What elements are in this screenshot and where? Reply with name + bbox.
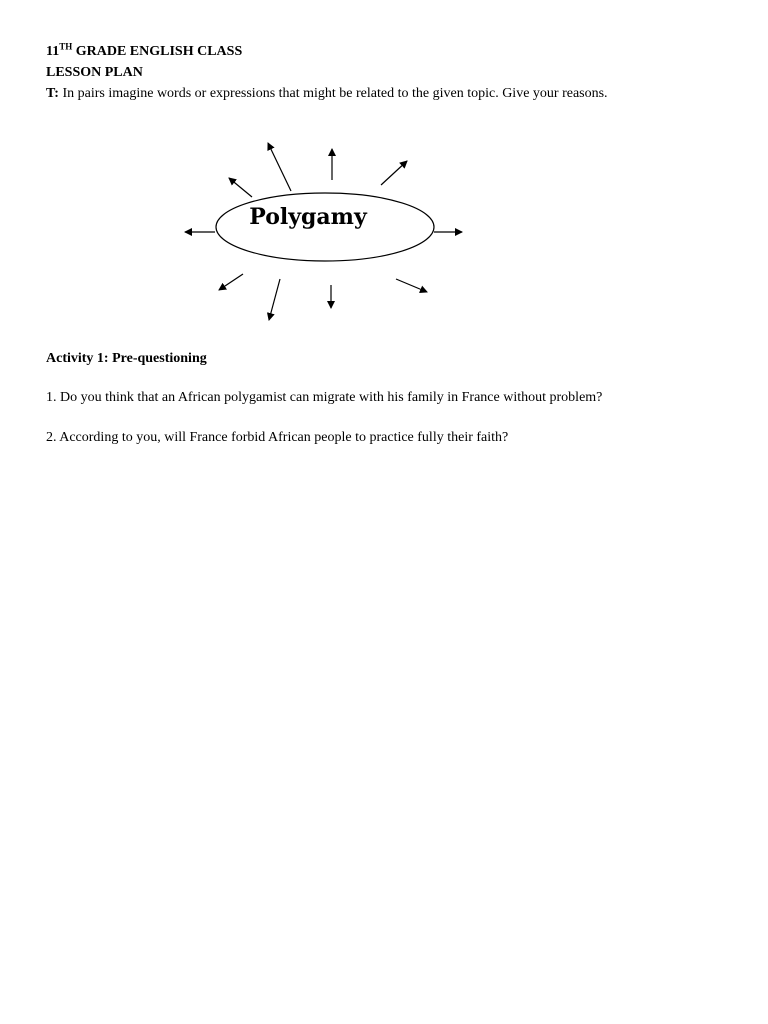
arrow-down-left-steep: [269, 279, 280, 320]
arrow-down-right: [396, 279, 427, 292]
grade-superscript: TH: [59, 41, 73, 52]
topic-label: Polygamy: [249, 204, 367, 230]
question-2: 2. According to you, will France forbid African people to practice fully their faith?: [46, 430, 509, 445]
task-text: In pairs imagine words or expressions that might be related to the given topic. Give your reasons.: [58, 86, 608, 101]
arrow-up-left-steep: [268, 143, 291, 191]
word-web-diagram: [0, 0, 768, 340]
lesson-plan-heading: LESSON PLAN: [46, 65, 143, 80]
activity-title: Activity 1: Pre-questioning: [46, 351, 207, 366]
grade-rest: GRADE ENGLISH CLASS: [72, 44, 243, 59]
arrow-down-left: [219, 274, 243, 290]
arrow-up-left: [229, 178, 252, 197]
arrow-up-right: [381, 161, 407, 185]
question-1: 1. Do you think that an African polygamist can migrate with his family in France without problem?: [46, 390, 603, 405]
grade-number: 11: [46, 44, 60, 59]
task-label: T:: [46, 86, 59, 101]
